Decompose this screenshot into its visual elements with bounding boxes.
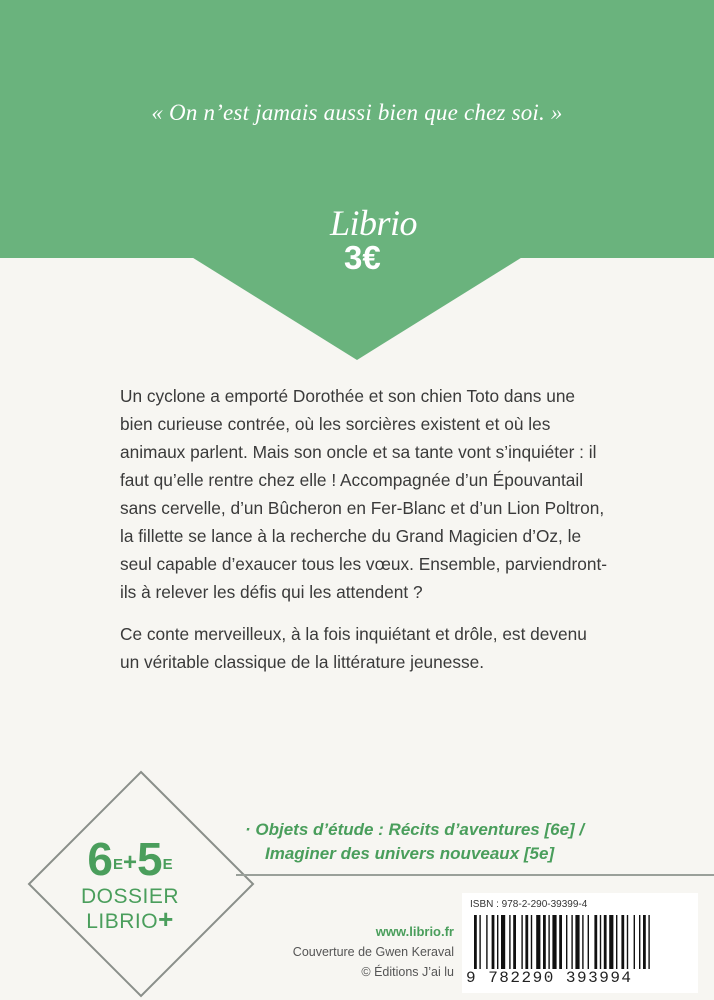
grade-levels bbox=[60, 833, 200, 886]
logo-name: Librio bbox=[330, 203, 418, 243]
dossier-badge bbox=[60, 833, 200, 934]
publisher-credit: © Éditions J’ai lu bbox=[361, 965, 454, 979]
credits-block bbox=[270, 922, 454, 982]
summary-paragraph-1: Un cyclone a emporté Dorothée et son chien Toto dans une bien curieuse contrée, où les sorcières existent et où les animaux parlent. Mais son oncle et sa tante vont s’inquiéter : il faut qu’elle rentre chez elle ! Accompagnée d’un Épouvantail sans cervelle, d’un Bûcheron en Fer-Blanc et d’un Lion Poltron, la fillette se lance à la recherche du Grand Magicien d’Oz, le seul capable d’exaucer tous les vœux. Ensemble, parviendront-ils à relever les défis qui les attendent ? bbox=[120, 386, 608, 602]
isbn-block bbox=[462, 893, 698, 993]
book-summary bbox=[120, 382, 608, 690]
isbn-label: ISBN : 978-2-290-39399-4 bbox=[470, 899, 588, 910]
grade-6-sup: E bbox=[112, 856, 123, 873]
logo-price: 3€ bbox=[344, 239, 381, 276]
grade-5: 5 bbox=[137, 833, 163, 885]
study-line-1: · Objets d’étude : Récits d’aventures [6e] / bbox=[245, 820, 585, 839]
grade-5-sup: E bbox=[162, 856, 173, 873]
green-chevron bbox=[0, 0, 714, 362]
study-line-2: Imaginer des univers nouveaux [5e] bbox=[265, 844, 555, 863]
plus-icon: + bbox=[158, 903, 174, 934]
grade-6: 6 bbox=[87, 833, 113, 885]
grade-plus: + bbox=[122, 848, 137, 876]
summary-paragraph-2: Ce conte merveilleux, à la fois inquiétant et drôle, est devenu un véritable classique de la littérature jeunesse. bbox=[120, 624, 587, 672]
librio-word: LIBRIO bbox=[86, 909, 159, 933]
librio-plus-label bbox=[60, 903, 200, 934]
dossier-label: DOSSIER bbox=[80, 884, 180, 908]
isbn-digits: 9 782290 393994 bbox=[466, 969, 633, 987]
tagline-quote: « On n’est jamais aussi bien que chez soi. » bbox=[151, 100, 563, 125]
cover-credit: Couverture de Gwen Keraval bbox=[292, 945, 454, 959]
librio-logo bbox=[330, 204, 440, 274]
study-objects bbox=[245, 818, 714, 866]
website-link[interactable]: www.librio.fr bbox=[375, 924, 454, 939]
barcode-icon bbox=[474, 915, 688, 969]
divider-rule bbox=[236, 874, 714, 876]
